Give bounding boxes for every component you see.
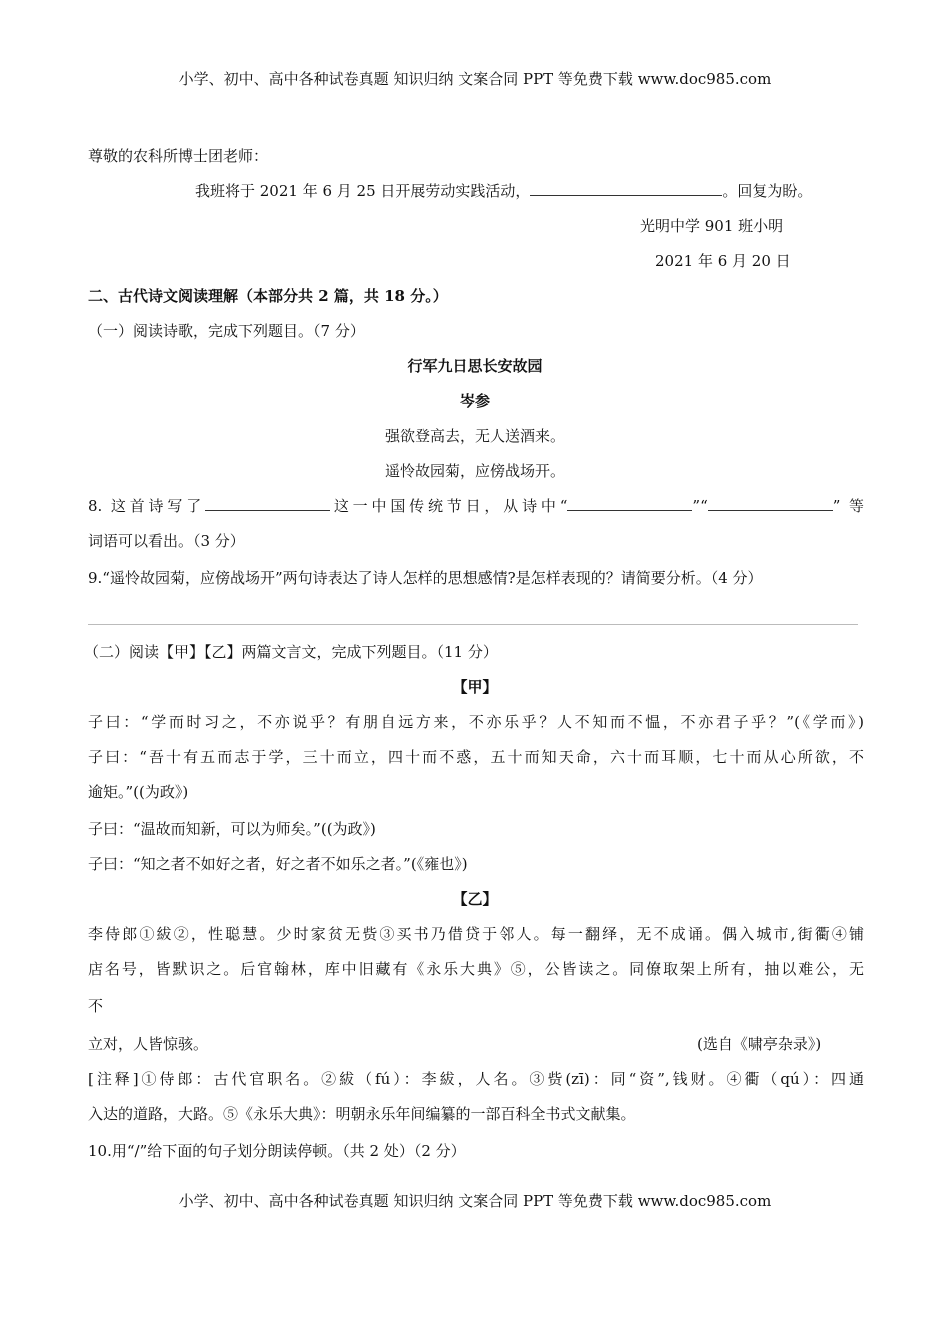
jia-line: 逾矩。”((为政》) [88, 783, 189, 801]
jia-line: 子曰：“温故而知新，可以为师矣。”((为政》) [88, 820, 376, 838]
answer-blank[interactable] [708, 496, 833, 511]
q8-text: ” 等 [832, 497, 865, 515]
question-8 [88, 496, 864, 516]
page-header: 小学、初中、高中各种试卷真题 知识归纳 文案合同 PPT 等免费下载 www.doc985.com [178, 70, 772, 88]
page-footer: 小学、初中、高中各种试卷真题 知识归纳 文案合同 PPT 等免费下载 www.doc985.com [178, 1192, 772, 1210]
question-8-cont: 词语可以看出。（3 分） [88, 532, 245, 550]
q8-text: 这一中国传统节日，从诗中“ [330, 497, 568, 515]
answer-blank[interactable] [205, 496, 330, 511]
letter-body-before: 我班将于 2021 年 6 月 25 日开展劳动实践活动， [195, 182, 531, 200]
yi-source: (选自《啸亭杂录》) [697, 1035, 822, 1053]
poem-line: 强欲登高去，无人送酒来。 [384, 427, 565, 445]
q8-text: 8. 这首诗写了 [88, 497, 206, 515]
letter-date: 2021 年 6 月 20 日 [655, 252, 791, 270]
yi-line: 李侍郎①紱②，性聪慧。少时家贫无赀③买书乃借贷于邻人。每一翻绎，无不成诵。偶入城市,街衢④铺 [88, 925, 864, 943]
poem-title: 行军九日思长安故园 [407, 357, 543, 375]
answer-line[interactable] [88, 624, 858, 625]
poem-author: 岑参 [459, 392, 490, 410]
part1-instruction: （一）阅读诗歌，完成下列题目。（7 分） [88, 322, 365, 340]
letter-body-after: 。回复为盼。 [722, 182, 813, 200]
notes-line: [注释]①侍郎：古代官职名。②紱（fú）：李紱，人名。③赀(zī)：同“资”,钱财。④衢（qú）：四通 [88, 1070, 864, 1088]
yi-line: 不 [88, 997, 104, 1015]
letter-signature: 光明中学 901 班小明 [640, 217, 784, 235]
poem-line: 遥怜故园菊，应傍战场开。 [384, 462, 565, 480]
yi-line: 店名号，皆默识之。后官翰林，库中旧藏有《永乐大典》⑤，公皆读之。同僚取架上所有，抽以难公，无 [88, 960, 864, 978]
part2-instruction: （二）阅读【甲】【乙】两篇文言文，完成下列题目。（11 分） [84, 643, 498, 661]
jia-line: 子曰：“吾十有五而志于学，三十而立，四十而不惑，五十而知天命，六十而耳顺，七十而从心所欲，不 [88, 748, 864, 766]
letter-body [195, 181, 812, 201]
jia-line: 子曰：“学而时习之，不亦说乎？有朋自远方来，不亦乐乎？人不知而不愠，不亦君子乎？”(《学而》) [88, 713, 864, 731]
letter-salutation: 尊敬的农科所博士团老师： [88, 147, 269, 165]
jia-line: 子曰：“知之者不如好之者，好之者不如乐之者。”(《雍也》) [88, 855, 468, 873]
yi-line: 立对，人皆惊骇。 [88, 1035, 209, 1053]
answer-blank[interactable] [567, 496, 692, 511]
section-title: 二、古代诗文阅读理解（本部分共 2 篇，共 18 分。） [88, 287, 448, 305]
question-9: 9.“遥怜故园菊，应傍战场开”两句诗表达了诗人怎样的思想感情?是怎样表现的？请简要分析。（4 分） [88, 569, 763, 587]
q8-text: ”“ [692, 497, 708, 515]
question-10: 10.用“/”给下面的句子划分朗读停顿。（共 2 处）（2 分） [88, 1142, 466, 1160]
jia-label: 【甲】 [452, 678, 498, 696]
answer-blank[interactable] [530, 181, 722, 196]
notes-line: 入达的道路，大路。⑤《永乐大典》：明朝永乐年间编纂的一部百科全书式文献集。 [88, 1105, 636, 1123]
yi-label: 【乙】 [452, 890, 498, 908]
